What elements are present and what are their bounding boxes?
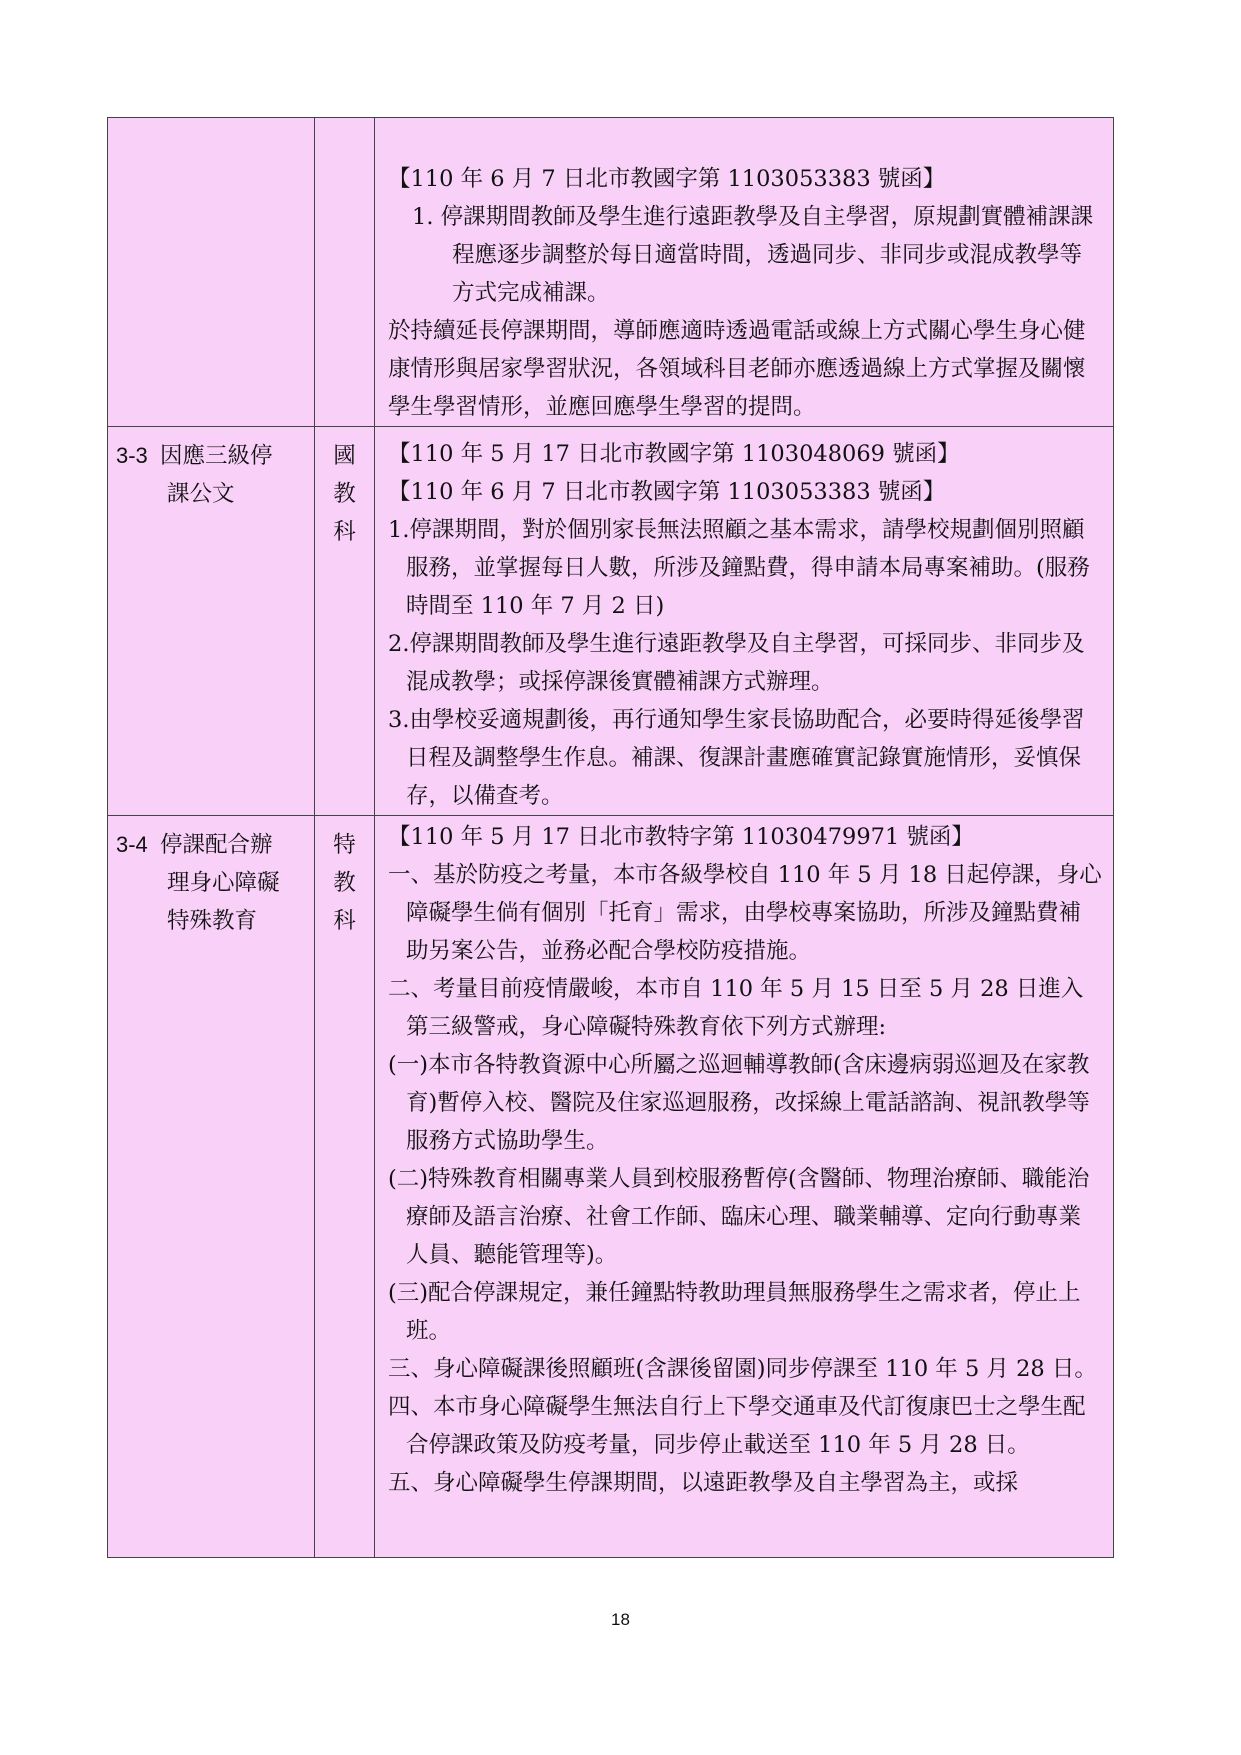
- content-paragraph: 五、身心障礙學生停課期間，以遠距教學及自主學習為主，或採: [388, 1470, 1019, 1496]
- doc-reference: 【110 年 5 月 17 日北市教國字第 1103048069 號函】: [388, 441, 960, 467]
- dept-cell: [315, 118, 375, 427]
- page-number: 18: [611, 1610, 630, 1629]
- item-title-line: 課公文: [167, 481, 235, 507]
- content-paragraph: (三)配合停課規定，兼任鐘點特教助理員無服務學生之需求者，停止上班。: [388, 1280, 1081, 1344]
- table-row: [108, 118, 1114, 427]
- item-cell: [108, 118, 315, 427]
- dept-char: 科: [333, 519, 356, 545]
- dept-cell: [315, 816, 375, 1558]
- content-paragraph: 1.停課期間，對於個別家長無法照顧之基本需求，請學校規劃個別照顧服務，並掌握每日人數，所涉及鐘點費，得申請本局專案補助。(服務時間至 110 年 7 月 2 日): [388, 517, 1090, 619]
- content-paragraph: (一)本市各特教資源中心所屬之巡迴輔導教師(含床邊病弱巡迴及在家教育)暫停入校、醫院及住家巡迴服務，改採線上電話諮詢、視訊教學等服務方式協助學生。: [388, 1052, 1090, 1154]
- doc-reference: 【110 年 5 月 17 日北市教特字第 11030479971 號函】: [388, 824, 974, 850]
- dept-char: 特: [333, 832, 356, 858]
- item-title-line: 特殊教育: [167, 908, 258, 934]
- dept-char: 教: [333, 481, 356, 507]
- content-paragraph: 一、基於防疫之考量，本市各級學校自 110 年 5 月 18 日起停課，身心障礙學生倘有個別「托育」需求，由學校專案協助，所涉及鐘點費補助另案公告，並務必配合學校防疫措施。: [388, 862, 1102, 964]
- content-paragraph: 1. 停課期間教師及學生進行遠距教學及自主學習，原規劃實體補課課程應逐步調整於每日適當時間，透過同步、非同步或混成教學等方式完成補課。: [412, 204, 1094, 306]
- content-paragraph: 三、身心障礙課後照顧班(含課後留園)同步停課至 110 年 5 月 28 日。: [388, 1356, 1097, 1382]
- dept-char: 科: [333, 908, 356, 934]
- content-cell: [375, 118, 1114, 427]
- item-cell: [108, 427, 315, 816]
- content-cell: [375, 816, 1114, 1558]
- dept-cell: [315, 427, 375, 816]
- item-number: 3-4: [116, 832, 148, 857]
- doc-reference: 【110 年 6 月 7 日北市教國字第 1103053383 號函】: [388, 479, 946, 505]
- table-row: [108, 427, 1114, 816]
- content-paragraph: (二)特殊教育相關專業人員到校服務暫停(含醫師、物理治療師、職能治療師及語言治療、社會工作師、臨床心理、職業輔導、定向行動專業人員、聽能管理等)。: [388, 1166, 1090, 1268]
- item-title-line: 理身心障礙: [167, 870, 280, 896]
- item-title-line: 因應三級停: [160, 443, 273, 469]
- document-table: [107, 117, 1114, 1558]
- item-cell: [108, 816, 315, 1558]
- doc-reference: 【110 年 6 月 7 日北市教國字第 1103053383 號函】: [388, 166, 946, 192]
- content-paragraph: 二、考量目前疫情嚴峻，本市自 110 年 5 月 15 日至 5 月 28 日進入第三級警戒，身心障礙特殊教育依下列方式辦理:: [388, 976, 1084, 1040]
- content-cell: [375, 427, 1114, 816]
- dept-char: 國: [333, 443, 356, 469]
- dept-char: 教: [333, 870, 356, 896]
- content-paragraph: 於持續延長停課期間，導師應適時透過電話或線上方式關心學生身心健康情形與居家學習狀況，各領域科目老師亦應透過線上方式掌握及關懷學生學習情形，並應回應學生學習的提問。: [388, 318, 1086, 420]
- content-paragraph: 3.由學校妥適規劃後，再行通知學生家長協助配合，必要時得延後學習日程及調整學生作息。補課、復課計畫應確實記錄實施情形，妥慎保存，以備查考。: [388, 707, 1085, 809]
- table-row: [108, 816, 1114, 1558]
- item-number: 3-3: [116, 443, 148, 468]
- content-paragraph: 2.停課期間教師及學生進行遠距教學及自主學習，可採同步、非同步及混成教學；或採停課後實體補課方式辦理。: [388, 631, 1085, 695]
- content-paragraph: 四、本市身心障礙學生無法自行上下學交通車及代訂復康巴士之學生配合停課政策及防疫考量，同步停止載送至 110 年 5 月 28 日。: [388, 1394, 1086, 1458]
- item-title-line: 停課配合辦: [160, 832, 273, 858]
